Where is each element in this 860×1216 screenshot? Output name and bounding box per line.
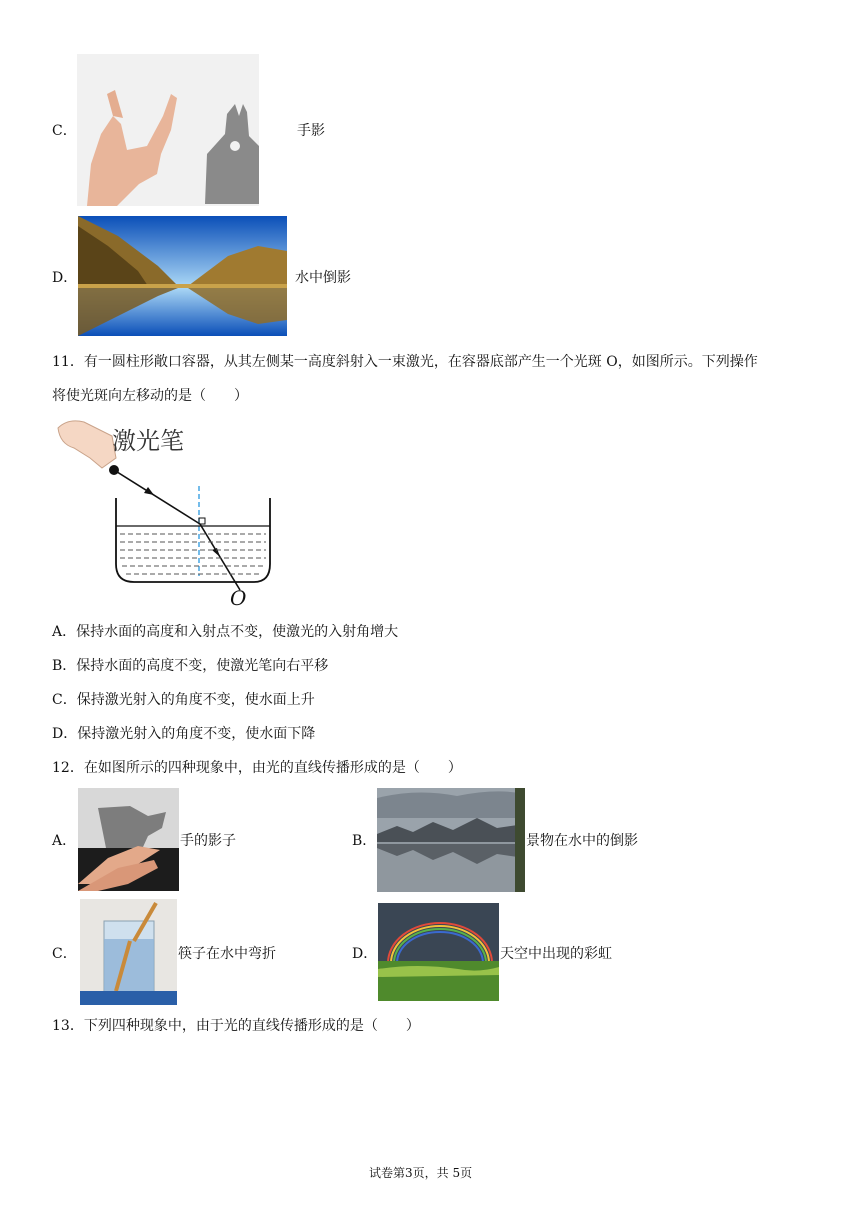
q11-option-a: A．保持水面的高度和入射点不变，使激光的入射角增大 [52,624,399,640]
option-d-caption: 水中倒影 [295,270,351,286]
chopstick-in-water-photo [80,899,177,1005]
scenery-reflection-photo [377,788,525,892]
hand-shadow-photo [78,788,179,891]
q11-stem-line1: 11．有一圆柱形敞口容器，从其左侧某一高度斜射入一束激光，在容器底部产生一个光斑 O，如图所示。下列操作 [52,354,758,370]
q11-option-d: D．保持激光射入的角度不变，使水面下降 [52,726,316,742]
q12-option-c-letter: C． [52,946,77,962]
q12-option-b-caption: 景物在水中的倒影 [526,833,638,849]
light-spot-label: O [230,586,247,610]
q13-stem: 13．下列四种现象中，由于光的直线传播形成的是（ ） [52,1018,420,1034]
q12-option-a-letter: A． [52,833,77,849]
q12-option-a-caption: 手的影子 [180,833,236,849]
rainbow-photo [378,903,499,1001]
mountain-reflection-image [78,216,287,336]
q12-stem: 12．在如图所示的四种现象中，由光的直线传播形成的是（ ） [52,760,462,776]
page-footer: 试卷第3页，共 5页 [369,1166,473,1180]
option-c-caption: 手影 [297,123,325,139]
q12-option-c-caption: 筷子在水中弯折 [178,946,276,962]
option-d-letter: D． [52,270,78,286]
laser-pen-label: 激光笔 [112,427,184,455]
q12-option-d-letter: D． [352,946,378,962]
q12-option-b-letter: B． [352,833,377,849]
q11-stem-line2: 将使光斑向左移动的是（ ） [52,388,248,404]
hand-shadow-image [77,54,259,206]
q11-option-b: B．保持水面的高度不变，使激光笔向右平移 [52,658,329,674]
q12-option-d-caption: 天空中出现的彩虹 [500,946,612,962]
q11-option-c: C．保持激光射入的角度不变，使水面上升 [52,692,315,708]
option-c-letter: C． [52,123,77,139]
